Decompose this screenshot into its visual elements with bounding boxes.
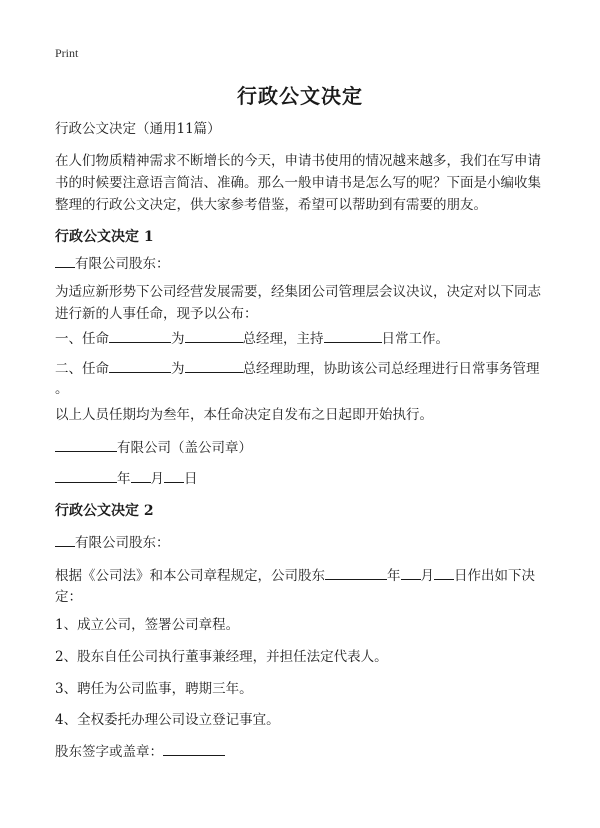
resolution-item-4: 4、全权委托办理公司设立登记事宜。 [55,712,280,728]
section-2-basis: 根据《公司法》和本公司章程规定，公司股东 年 月 日作出如下决 [55,565,555,587]
blank-field [185,358,243,373]
page-title: 行政公文决定 [237,84,363,108]
blank-field [55,437,117,452]
section-1-para-line-1: 为适应新形势下公司经营发展需要，经集团公司管理层会议决议，决定对以下同志 [55,284,541,300]
blank-field [434,565,454,580]
blank-field [325,565,387,580]
subtitle: 行政公文决定（通用11篇） [55,121,221,137]
section-2-heading: 行政公文决定 2 [55,503,154,519]
section-2-addressee: 有限公司股东： [55,532,555,554]
seal-line: 有限公司（盖公司章） [55,437,555,459]
appointment-item-2: 二、任命 为 总经理助理，协助该公司总经理进行日常事务管理 [55,358,555,380]
blank-field [163,741,225,756]
blank-field [109,358,171,373]
blank-field [185,328,243,343]
blank-field [401,565,421,580]
blank-field [109,328,171,343]
resolution-item-1: 1、成立公司，签署公司章程。 [55,617,240,633]
section-1-addressee: 有限公司股东： [55,253,555,275]
intro-line-2: 书的时候要注意语言简洁、准确。那么一般申请书是怎么写的呢？下面是小编收集 [55,175,541,191]
blank-field [164,468,184,483]
intro-line-1: 在人们物质精神需求不断增长的今天，申请书使用的情况越来越多，我们在写申请 [55,153,541,169]
intro-line-3: 整理的行政公文决定，供大家参考借鉴，希望可以帮助到有需要的朋友。 [55,197,487,213]
print-link[interactable]: Print [55,46,79,60]
term-statement: 以上人员任期均为叁年，本任命决定自发布之日起即开始执行。 [55,407,433,423]
blank-field [55,468,117,483]
appointment-item-2-end: 。 [55,381,69,397]
signature-line: 股东签字或盖章： [55,741,555,763]
resolution-item-2: 2、股东自任公司执行董事兼经理，并担任法定代表人。 [55,649,388,665]
section-2-basis-end: 定： [55,589,82,605]
blank-field [131,468,151,483]
section-1-heading: 行政公文决定 1 [55,229,154,245]
section-1-para-line-2: 进行新的人事任命，现予以公布： [55,306,258,322]
blank-field [55,253,75,268]
date-line: 年 月 日 [55,468,555,490]
blank-field [55,532,75,547]
resolution-item-3: 3、聘任为公司监事，聘期三年。 [55,681,253,697]
blank-field [324,328,382,343]
appointment-item-1: 一、任命 为 总经理，主持 日常工作。 [55,328,555,350]
